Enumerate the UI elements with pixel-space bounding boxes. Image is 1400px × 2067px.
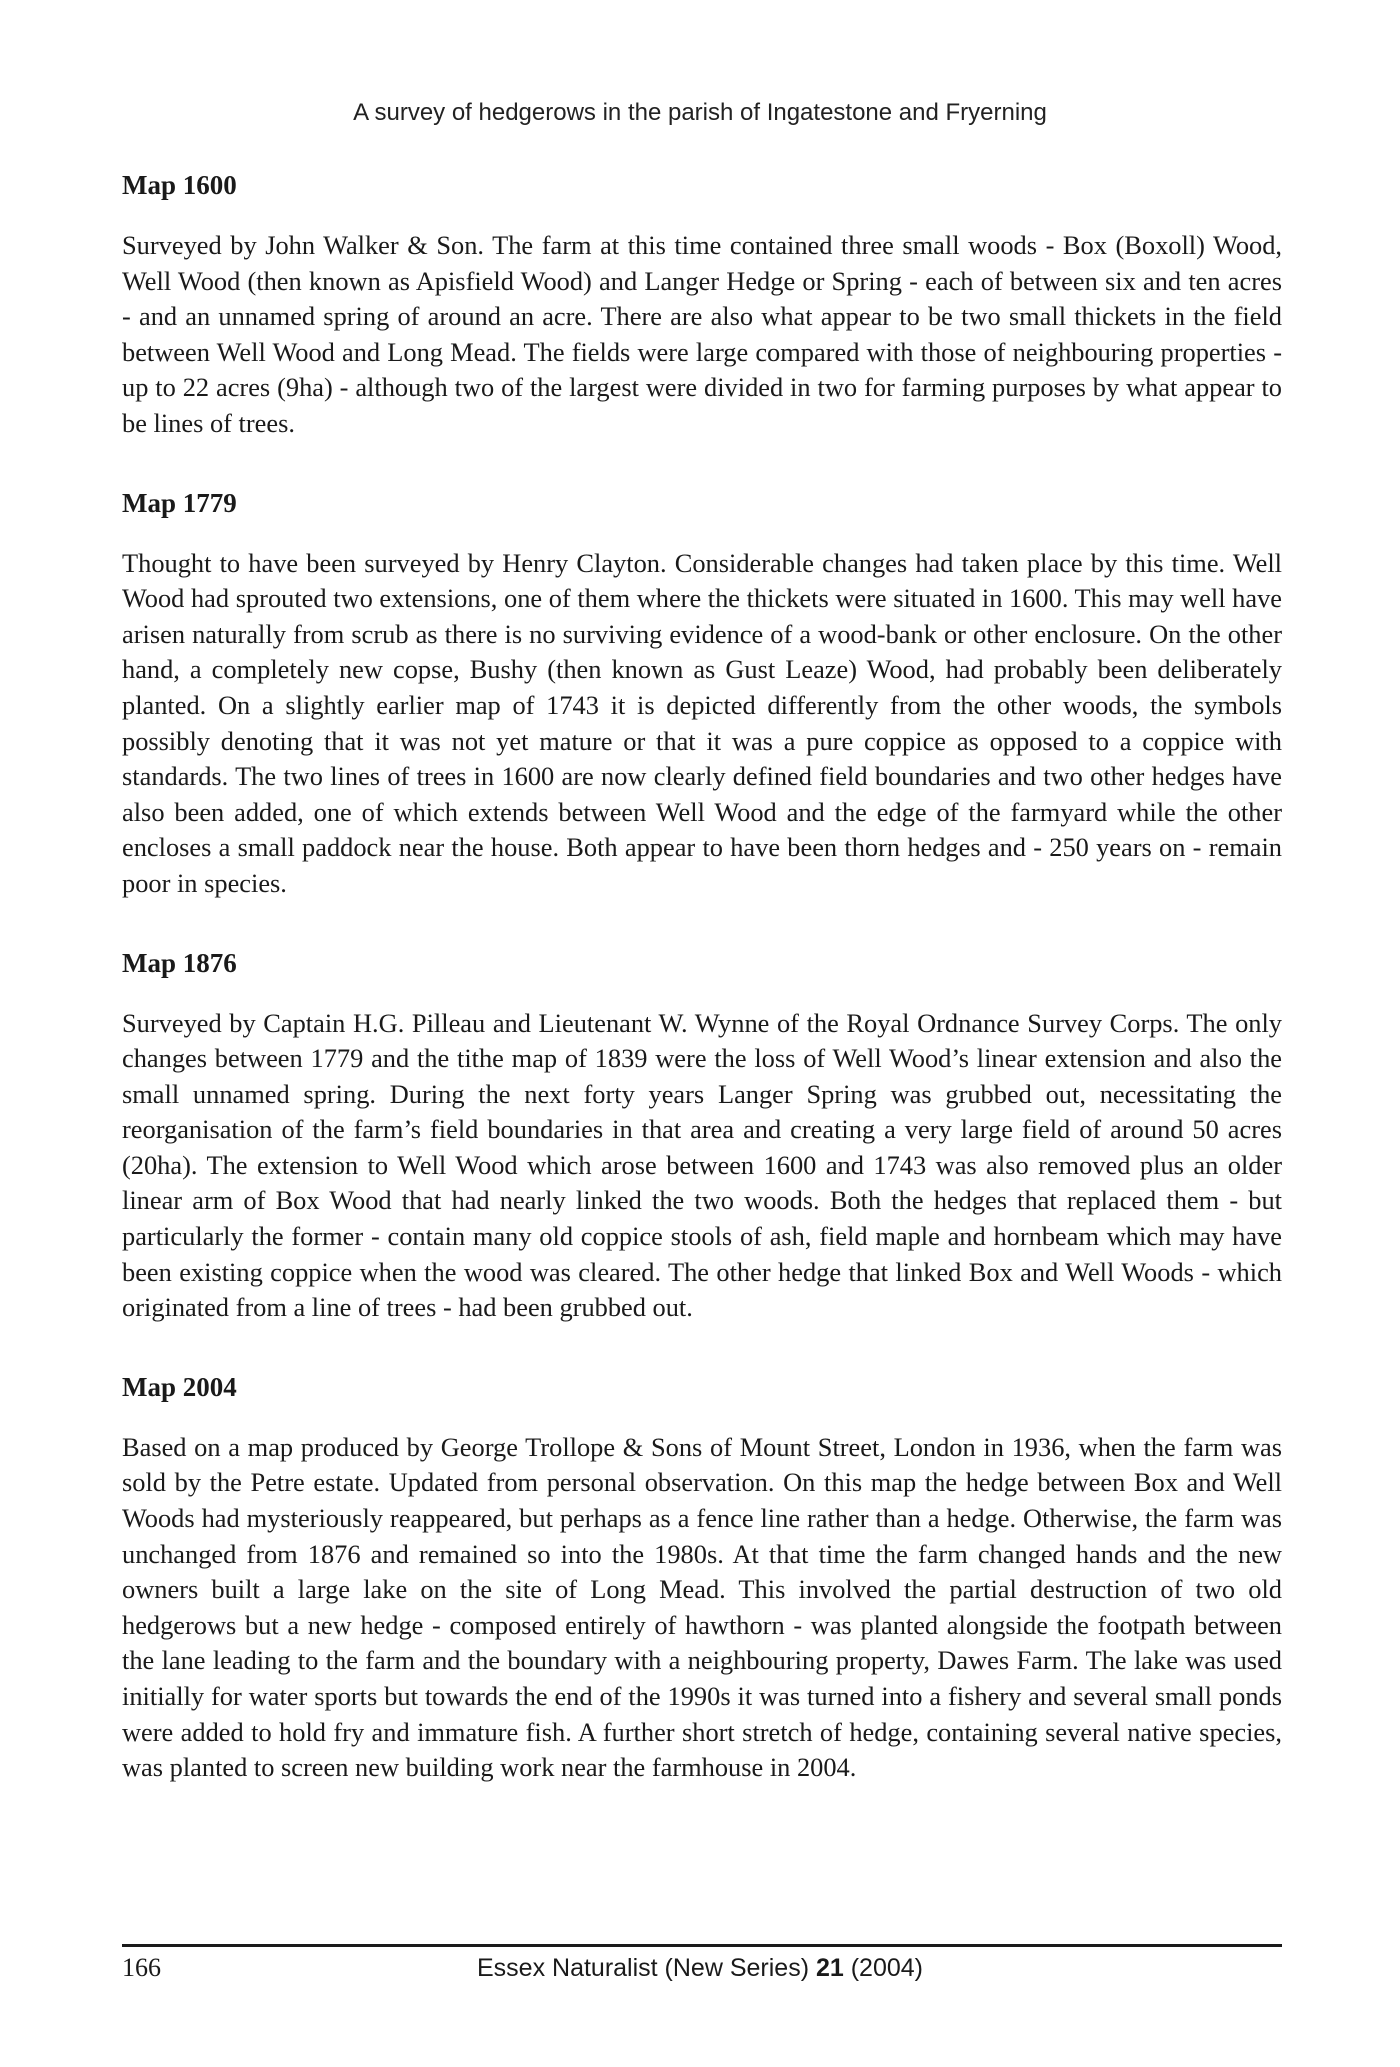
section-map-1600 [122,168,1282,442]
page-number: 166 [122,1953,161,1982]
section-map-1779 [122,486,1282,902]
article-body [122,168,1282,1786]
section-heading: Map 1779 [122,487,237,518]
section-heading: Map 1876 [122,947,237,978]
section-heading: Map 2004 [122,1371,237,1402]
journal-citation [0,1952,1400,1984]
journal-year: (2004) [850,1954,923,1982]
section-paragraph: Based on a map produced by George Trollope & Sons of Mount Street, London in 1936, when the farm was sold by the Petre estate. Updated from personal observation. On this map the hedge between Box and Well Woods had mysteriously reappeared, but perhaps as a fence line rather than a hedge. Otherwise, the farm was unchanged from 1876 and remained so into the 1980s. At that time the farm changed hands and the new owners built a large lake on the site of Long Mead. This involved the partial destruction of two old hedgerows but a new hedge - composed entirely of hawthorn - was planted alongside the footpath between the lane leading to the farm and the boundary with a neighbouring property, Dawes Farm. The lake was used initially for water sports but towards the end of the 1990s it was turned into a fishery and several small ponds were added to hold fry and immature fish. A further short stretch of hedge, containing several native species, was planted to screen new building work near the farmhouse in 2004. [122,1431,1282,1783]
footer-divider [122,1944,1282,1947]
section-map-1876 [122,946,1282,1326]
section-paragraph: Surveyed by John Walker & Son. The farm at this time contained three small woods - Box (Boxoll) Wood, Well Wood (then known as Apisfield Wood) and Langer Hedge or Spring - each of between six and ten acres - and an unnamed spring of around an acre. There are also what appear to be two small thickets in the field between Well Wood and Long Mead. The fields were large compared with those of neighbouring properties - up to 22 acres (9ha) - although two of the largest were divided in two for farming purposes by what appear to be lines of trees. [122,230,1282,438]
journal-name: Essex Naturalist (New Series) [476,1954,810,1982]
section-map-2004 [122,1370,1282,1786]
section-paragraph: Thought to have been surveyed by Henry Clayton. Considerable changes had taken place by this time. Well Wood had sprouted two extensions, one of them where the thickets were situated in 1600. This may well have arisen naturally from scrub as there is no surviving evidence of a wood-bank or other enclosure. On the other hand, a completely new copse, Bushy (then known as Gust Leaze) Wood, had probably been deliberately planted. On a slightly earlier map of 1743 it is depicted differently from the other woods, the symbols possibly denoting that it was not yet mature or that it was a pure coppice as opposed to a coppice with standards. The two lines of trees in 1600 are now clearly defined field boundaries and two other hedges have also been added, one of which extends between Well Wood and the edge of the farmyard while the other encloses a small paddock near the house. Both appear to have been thorn hedges and - 250 years on - remain poor in species. [122,547,1282,898]
journal-volume: 21 [815,1954,844,1982]
running-title: A survey of hedgerows in the parish of Ingatestone and Fryerning [353,99,1047,126]
section-heading: Map 1600 [122,170,237,200]
section-paragraph: Surveyed by Captain H.G. Pilleau and Lieutenant W. Wynne of the Royal Ordnance Survey Corps. The only changes between 1779 and the tithe map of 1839 were the loss of Well Wood’s linear extension and also the small unnamed spring. During the next forty years Langer Spring was grubbed out, necessitating the reorganisation of the farm’s field boundaries in that area and creating a very large field of around 50 acres (20ha). The extension to Well Wood which arose between 1600 and 1743 was also removed plus an older linear arm of Box Wood that had nearly linked the two woods. Both the hedges that replaced them - but particularly the former - contain many old coppice stools of ash, field maple and hornbeam which may have been existing coppice when the wood was cleared. The other hedge that linked Box and Well Woods - which originated from a line of trees - had been grubbed out. [122,1007,1282,1323]
